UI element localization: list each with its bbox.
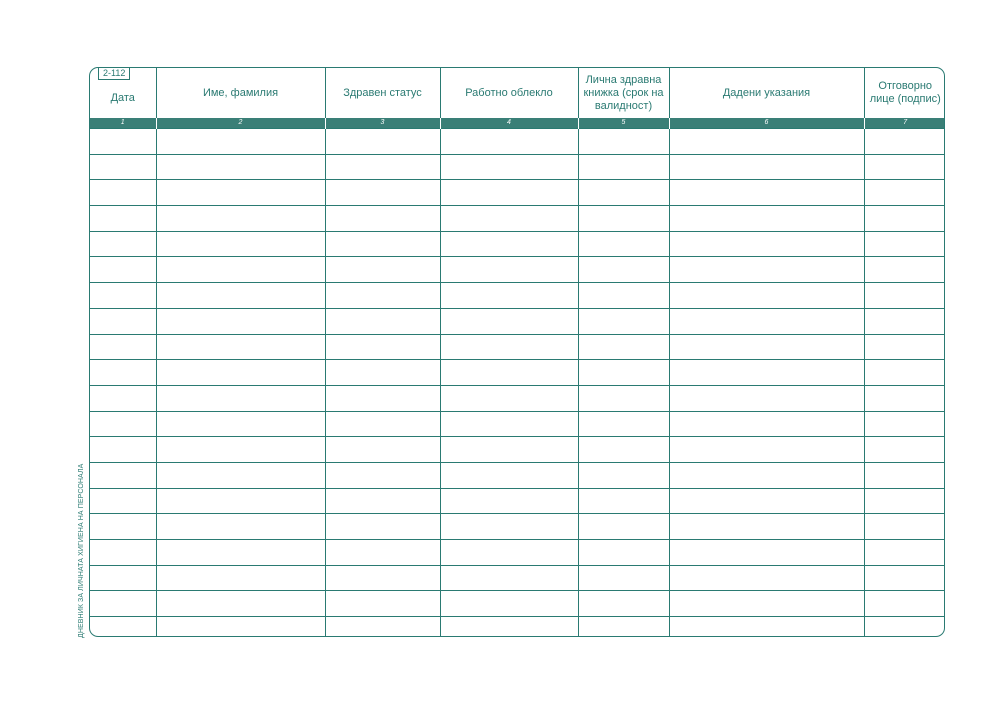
header-row: [90, 68, 945, 118]
entry-cell[interactable]: [90, 206, 156, 232]
entry-cell[interactable]: [864, 617, 945, 637]
entry-cell[interactable]: [440, 283, 578, 309]
column-number: 4: [440, 118, 578, 129]
table-row: [90, 514, 945, 540]
entry-cell[interactable]: [440, 257, 578, 283]
column-title: Име, фамилия: [202, 86, 279, 99]
entry-cell[interactable]: [440, 308, 578, 334]
column-header-health-book: [578, 68, 669, 118]
entry-cell[interactable]: [864, 180, 945, 206]
entry-cell[interactable]: [669, 411, 864, 437]
entry-cell[interactable]: [90, 411, 156, 437]
entry-cell[interactable]: [864, 514, 945, 540]
entry-cell[interactable]: [156, 334, 325, 360]
table-row: [90, 360, 945, 386]
entry-cell[interactable]: [578, 617, 669, 637]
entry-cell[interactable]: [669, 308, 864, 334]
table-row: [90, 180, 945, 206]
entry-cell[interactable]: [156, 231, 325, 257]
column-number: 5: [578, 118, 669, 129]
entry-cell[interactable]: [156, 180, 325, 206]
entry-cell[interactable]: [440, 129, 578, 155]
entry-cell[interactable]: [578, 257, 669, 283]
entry-cell[interactable]: [669, 462, 864, 488]
column-title: Здравен статус: [343, 86, 422, 99]
table-row: [90, 488, 945, 514]
table-row: [90, 462, 945, 488]
entry-cell[interactable]: [156, 462, 325, 488]
column-number: 2: [156, 118, 325, 129]
entry-cell[interactable]: [864, 257, 945, 283]
entry-cell[interactable]: [325, 180, 440, 206]
entry-cell[interactable]: [156, 565, 325, 591]
entry-cell[interactable]: [669, 617, 864, 637]
entry-cell[interactable]: [440, 565, 578, 591]
entry-cell[interactable]: [325, 231, 440, 257]
entry-cell[interactable]: [90, 385, 156, 411]
entry-cell[interactable]: [440, 437, 578, 463]
entry-cell[interactable]: [325, 385, 440, 411]
table-row: [90, 308, 945, 334]
column-title: Отговорно лице (подпис): [869, 80, 941, 105]
entry-cell[interactable]: [669, 283, 864, 309]
entry-cell[interactable]: [90, 591, 156, 617]
entry-cell[interactable]: [669, 437, 864, 463]
spine-title: ДНЕВНИК ЗА ЛИЧНАТА ХИГИЕНА НА ПЕРСОНАЛА: [78, 463, 85, 638]
entry-cell[interactable]: [864, 283, 945, 309]
entry-cell[interactable]: [156, 514, 325, 540]
entry-cell[interactable]: [156, 617, 325, 637]
entry-cell[interactable]: [440, 206, 578, 232]
entry-cell[interactable]: [864, 488, 945, 514]
log-table: [90, 68, 945, 637]
entry-cell[interactable]: [669, 180, 864, 206]
table-row: [90, 437, 945, 463]
entry-cell[interactable]: [864, 360, 945, 386]
entry-cell[interactable]: [578, 129, 669, 155]
entry-cell[interactable]: [578, 308, 669, 334]
column-title: Работно облекло: [465, 86, 553, 99]
form-code: 2-112: [98, 68, 130, 80]
entry-cell[interactable]: [864, 308, 945, 334]
entry-cell[interactable]: [578, 283, 669, 309]
table-row: [90, 231, 945, 257]
entry-cell[interactable]: [90, 257, 156, 283]
entry-cell[interactable]: [325, 565, 440, 591]
entry-cell[interactable]: [90, 437, 156, 463]
entry-cell[interactable]: [90, 308, 156, 334]
entry-cell[interactable]: [325, 411, 440, 437]
entry-cell[interactable]: [440, 180, 578, 206]
entry-cell[interactable]: [156, 360, 325, 386]
column-number: 1: [90, 118, 156, 129]
entry-cell[interactable]: [156, 283, 325, 309]
table-row: [90, 154, 945, 180]
table-row: [90, 206, 945, 232]
table-row: [90, 334, 945, 360]
table-row: [90, 411, 945, 437]
entry-cell[interactable]: [325, 437, 440, 463]
column-number: 3: [325, 118, 440, 129]
entry-cell[interactable]: [156, 154, 325, 180]
column-header-health-status: [325, 68, 440, 118]
entry-cell[interactable]: [325, 257, 440, 283]
entry-cell[interactable]: [578, 360, 669, 386]
entry-cell[interactable]: [578, 206, 669, 232]
table-row: [90, 565, 945, 591]
table-row: [90, 385, 945, 411]
column-number: 7: [864, 118, 945, 129]
entry-cell[interactable]: [325, 334, 440, 360]
entry-cell[interactable]: [90, 283, 156, 309]
entry-cell[interactable]: [578, 488, 669, 514]
column-number: 6: [669, 118, 864, 129]
entry-cell[interactable]: [864, 385, 945, 411]
entry-cell[interactable]: [440, 514, 578, 540]
entry-cell[interactable]: [669, 154, 864, 180]
entry-cell[interactable]: [578, 180, 669, 206]
column-header-instructions: [669, 68, 864, 118]
entry-cell[interactable]: [440, 231, 578, 257]
entry-cell[interactable]: [578, 514, 669, 540]
table-row: [90, 129, 945, 155]
entry-cell[interactable]: [325, 283, 440, 309]
entry-cell[interactable]: [90, 617, 156, 637]
entry-cell[interactable]: [669, 591, 864, 617]
entry-cell[interactable]: [440, 411, 578, 437]
entry-cell[interactable]: [156, 385, 325, 411]
entry-cell[interactable]: [325, 360, 440, 386]
table-row: [90, 257, 945, 283]
entry-cell[interactable]: [669, 360, 864, 386]
entry-cell[interactable]: [440, 360, 578, 386]
entry-cell[interactable]: [864, 437, 945, 463]
entry-cell[interactable]: [156, 437, 325, 463]
entry-cell[interactable]: [325, 206, 440, 232]
entry-cell[interactable]: [669, 540, 864, 566]
entry-cell[interactable]: [156, 488, 325, 514]
entry-cell[interactable]: [669, 231, 864, 257]
entry-cell[interactable]: [578, 334, 669, 360]
entry-cell[interactable]: [156, 411, 325, 437]
column-title: Дата: [110, 91, 135, 104]
entry-cell[interactable]: [156, 206, 325, 232]
entry-cell[interactable]: [156, 129, 325, 155]
entry-cell[interactable]: [325, 462, 440, 488]
column-header-responsible: [864, 68, 945, 118]
entry-rows: [90, 129, 945, 638]
entry-cell[interactable]: [864, 591, 945, 617]
entry-cell[interactable]: [440, 334, 578, 360]
entry-cell[interactable]: [578, 565, 669, 591]
entry-cell[interactable]: [669, 257, 864, 283]
entry-cell[interactable]: [156, 540, 325, 566]
table-row: [90, 283, 945, 309]
entry-cell[interactable]: [440, 385, 578, 411]
entry-cell[interactable]: [669, 334, 864, 360]
entry-cell[interactable]: [90, 231, 156, 257]
entry-cell[interactable]: [578, 385, 669, 411]
entry-cell[interactable]: [864, 154, 945, 180]
table-row: [90, 617, 945, 637]
table-row: [90, 540, 945, 566]
entry-cell[interactable]: [578, 462, 669, 488]
column-title: Дадени указания: [722, 86, 811, 99]
entry-cell[interactable]: [440, 154, 578, 180]
entry-cell[interactable]: [325, 617, 440, 637]
entry-cell[interactable]: [325, 591, 440, 617]
entry-cell[interactable]: [440, 488, 578, 514]
entry-cell[interactable]: [578, 591, 669, 617]
entry-cell[interactable]: [864, 231, 945, 257]
entry-cell[interactable]: [90, 360, 156, 386]
entry-cell[interactable]: [325, 488, 440, 514]
entry-cell[interactable]: [440, 591, 578, 617]
entry-cell[interactable]: [669, 385, 864, 411]
entry-cell[interactable]: [90, 334, 156, 360]
column-header-date: [90, 68, 156, 118]
entry-cell[interactable]: [440, 540, 578, 566]
column-number-band: [90, 118, 945, 129]
entry-cell[interactable]: [156, 257, 325, 283]
entry-cell[interactable]: [90, 540, 156, 566]
entry-cell[interactable]: [90, 129, 156, 155]
entry-cell[interactable]: [90, 462, 156, 488]
entry-cell[interactable]: [578, 154, 669, 180]
entry-cell[interactable]: [669, 565, 864, 591]
entry-cell[interactable]: [669, 206, 864, 232]
entry-cell[interactable]: [578, 231, 669, 257]
entry-cell[interactable]: [90, 180, 156, 206]
entry-cell[interactable]: [325, 308, 440, 334]
entry-cell[interactable]: [90, 488, 156, 514]
entry-cell[interactable]: [156, 591, 325, 617]
column-header-name: [156, 68, 325, 118]
column-title: Лична здравна книжка (срок на валидност): [583, 73, 664, 112]
entry-cell[interactable]: [864, 334, 945, 360]
entry-cell[interactable]: [90, 154, 156, 180]
entry-cell[interactable]: [325, 129, 440, 155]
entry-cell[interactable]: [90, 565, 156, 591]
entry-cell[interactable]: [578, 411, 669, 437]
entry-cell[interactable]: [864, 540, 945, 566]
entry-cell[interactable]: [864, 129, 945, 155]
column-header-work-clothes: [440, 68, 578, 118]
entry-cell[interactable]: [440, 617, 578, 637]
entry-cell[interactable]: [864, 462, 945, 488]
entry-cell[interactable]: [90, 514, 156, 540]
entry-cell[interactable]: [325, 154, 440, 180]
entry-cell[interactable]: [864, 206, 945, 232]
entry-cell[interactable]: [864, 411, 945, 437]
entry-cell[interactable]: [325, 514, 440, 540]
table-row: [90, 591, 945, 617]
hygiene-log-form: [89, 67, 945, 637]
entry-cell[interactable]: [578, 437, 669, 463]
entry-cell[interactable]: [440, 462, 578, 488]
entry-cell[interactable]: [864, 565, 945, 591]
entry-cell[interactable]: [578, 540, 669, 566]
entry-cell[interactable]: [669, 129, 864, 155]
entry-cell[interactable]: [156, 308, 325, 334]
entry-cell[interactable]: [325, 540, 440, 566]
entry-cell[interactable]: [669, 488, 864, 514]
entry-cell[interactable]: [669, 514, 864, 540]
